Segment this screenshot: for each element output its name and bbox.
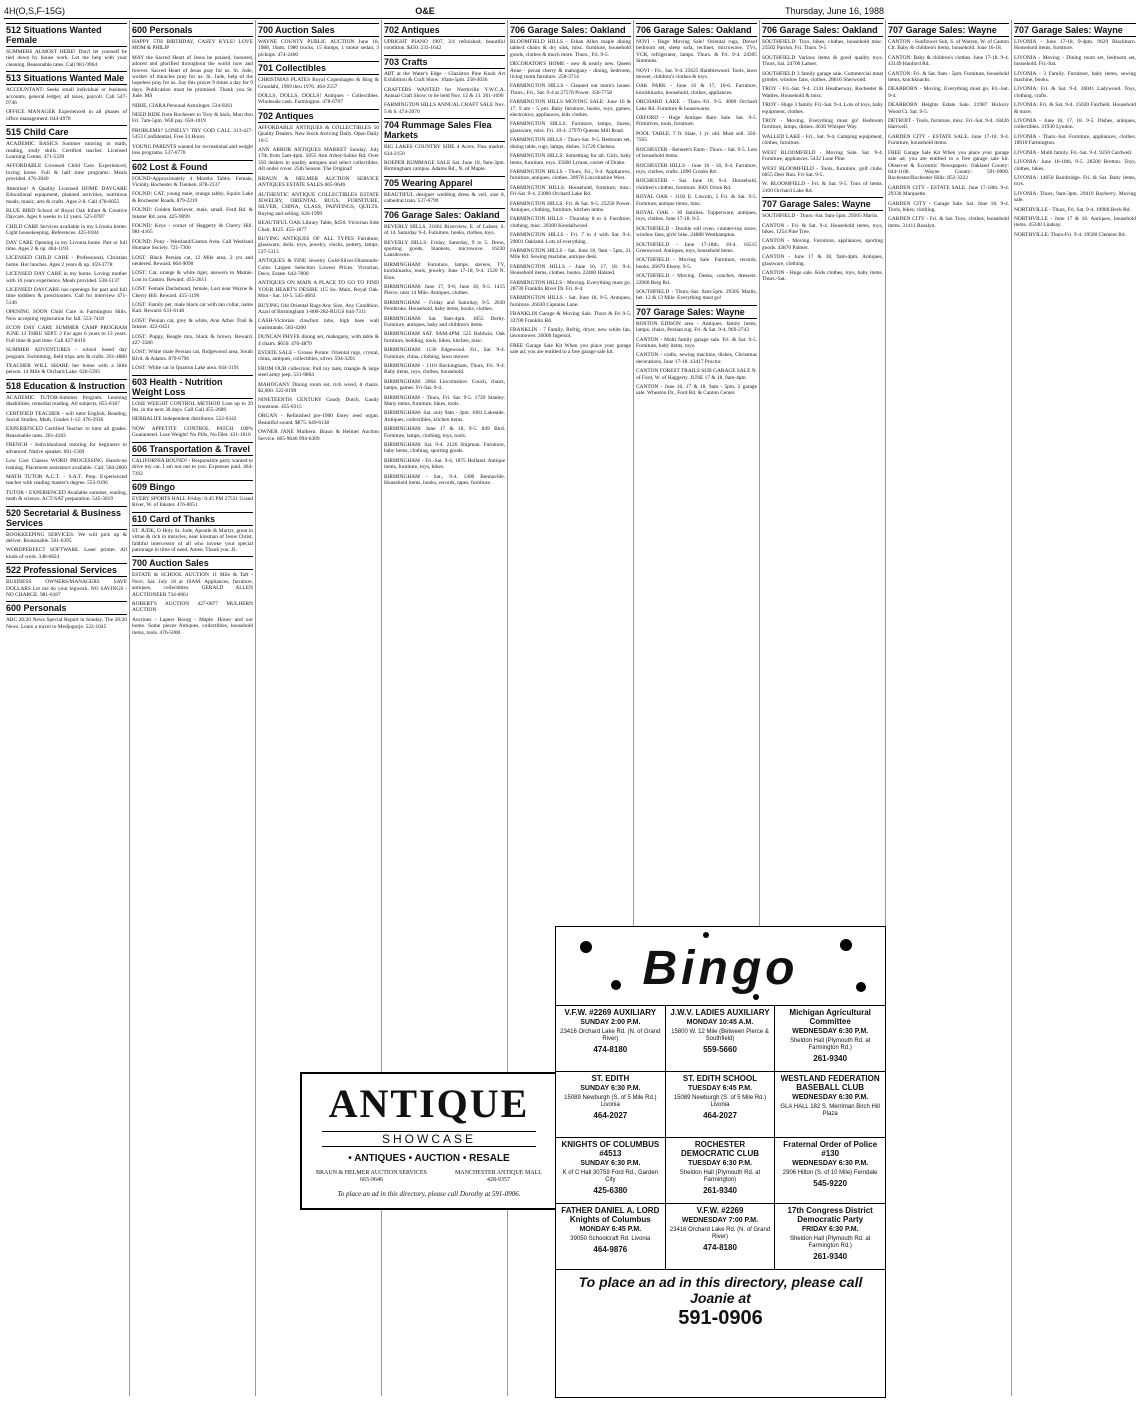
section-heading: 702 Antiques — [384, 23, 505, 37]
classified-ad: BIRMINGHAM - 1110 Buckingham, Thurs, Fri. 9-4. Baby items, toys, clothes, household. — [384, 363, 505, 376]
bingo-address: 23416 Orchard Lake Rd. (N. of Grand River) — [560, 1029, 661, 1042]
classified-ad: FARMINGTON HILLS: Household, furniture, misc. Fri-Sat. 9-4. 23000 Orchard Lake Rd. — [510, 184, 631, 198]
classified-ad: Auctions - Lapeer Bourg - Maple. Honey and our home. Some pieces Antiques, collectibles, household items, tools. 476-5000 — [132, 616, 253, 636]
classified-ad: NORTHVILLE - June 17 & 18. Antiques, household items. 45340 Lindsay. — [1014, 215, 1136, 229]
section-heading: 706 Garage Sales: Oakland — [762, 23, 883, 37]
classified-ad: LIVONIA - Multi family. Fri.-Sat. 9-4. 9250 Cardwell. — [1014, 149, 1133, 156]
bingo-host: V.F.W. #2269 — [696, 1206, 744, 1215]
classified-ad: BIRMINGHAM: June 17 & 18, 9-5. 849 Bird. Furniture, lamps, clothing, toys, tools. — [384, 426, 505, 439]
bingo-time: SUNDAY 6:30 P.M. — [580, 1160, 641, 1167]
bingo-phone: 261-9340 — [703, 1186, 737, 1195]
classified-ad: CANTON - Sunflower Sub, S. of Warren, W. of Canton Ctr. Baby & children's items, household. June 16-18. — [888, 39, 1009, 52]
classified-ad: CANTON - Fri. & Sat. 9-4. Household items, toys, bikes. 1254 Pine Tree. — [762, 222, 883, 235]
bingo-host: 17th Congress District Democratic Party — [787, 1206, 873, 1224]
classified-ad: BUYING ANTIQUES OF ALL TYPES Furniture, glassware, dolls, toys, jewelry, clocks, pottery, lamps. 537-5313 — [258, 235, 379, 255]
classified-ad: DOLLS, DOLLS, DOLLS! Antiques - Collectibles. Wholesale cash. Farmington. 478-6797 — [258, 93, 379, 106]
bingo-grid — [556, 1006, 885, 1270]
bingo-host: Michigan Agricultural Committee — [789, 1008, 871, 1026]
classified-ad: BIRMINGHAM: 2064 Lincolnshire. Couch, chairs, lamps, games. Fri-Sat. 9-4. — [384, 378, 505, 392]
section-heading: 707 Garage Sales: Wayne — [1014, 23, 1136, 37]
bingo-listing — [666, 1006, 776, 1072]
classified-ad: CHRISTMAS PLATES Royal Copenhagen & Bing & Grondahl, 1969 thru 1976. 464-2557 — [258, 77, 379, 90]
classified-ad: BLOOMFIELD HILLS - Ethan Allen maple dining table/4 chairs & dry sink, misc. furniture, household goods, clothes & much more. Thurs., Fri. 9-5. — [510, 39, 631, 58]
classified-ad: BIRMINGHAM: June 17, 9-6; June 18, 9-5. 1415 Pierce, near 14 Mile. Antiques, clothes. — [384, 283, 505, 297]
bingo-listing — [775, 1006, 885, 1072]
classified-ad: ANTIQUES ON MAIN A PLACE TO GO TO FIND YOUR HEART'S DESIRE 115 So. Main, Royal Oak. Mon - Sat. 10-5. 545-4663 — [258, 280, 379, 300]
bingo-listing — [556, 1006, 666, 1072]
bingo-time: FRIDAY 6:30 P.M. — [801, 1226, 859, 1233]
classified-ad: DEARBORN - Moving. Everything must go. Fri.-Sat. 9-4. — [888, 86, 1009, 99]
classified-ad: NORTHVILLE: Thurs-Fri. 9-4. 19500 Clement Rd. — [1014, 231, 1126, 238]
section-heading: 603 Health - Nutrition Weight Loss — [132, 375, 253, 399]
bingo-host: ST. EDITH — [591, 1074, 630, 1083]
classified-ad: LIVONIA - Thurs.-Sat. Furniture, appliances, clothes. 18910 Farmington. — [1014, 133, 1136, 147]
classified-ad: FRENCH - Individualized tutoring for beginners to advanced. Native speaker. 661-1569 — [6, 442, 127, 455]
classified-ad: LOSE WEIGHT CONTROL METHOD Lose up to 29 lbs. in the next 30 days. Call Gail 455-2606 — [132, 400, 253, 414]
classified-ad: ABC 20/20 News Special Report in Sunday, The 20/20 News. Learn a travel to Medjugorje. 522-1045 — [6, 617, 127, 630]
classified-ad: CANTON - Huge sale. Kids clothes, toys, baby items. Thurs.-Sat. — [762, 269, 883, 283]
section-heading: 600 Personals — [6, 601, 127, 615]
antique-footer: To place an ad in this directory, please call Dorothy at 591-0906. — [337, 1190, 521, 1198]
classified-ad: ROYAL OAK - 30 families. Tupperware, antiques, toys, clothes. June 17-18. 9-5. — [636, 209, 757, 223]
bingo-address: Sheldon Hall (Plymouth Rd. at Farmington Rd.) — [789, 1038, 871, 1051]
header-paper-name: O&E — [415, 6, 435, 16]
classified-ad: BIRMINGHAM - Thurs, Fri. Sat. 9-5. 1720 Stanley. Many items, furniture, bikes, tools. — [384, 394, 505, 408]
section-heading: 706 Garage Sales: Oakland — [384, 208, 505, 222]
bingo-host: Fraternal Order of Police #130 — [783, 1140, 878, 1158]
classified-ad: DAY CARE Opening in my Livonia home. Part or full time. Ages 2 & up. 464-1193 — [6, 239, 127, 252]
classified-ad: NORTHVILLE - Thurs, Fri, Sat. 9-4. 19980 Beck Rd. — [1014, 206, 1131, 213]
section-heading: 609 Bingo — [132, 480, 253, 494]
classified-ad: ESTATE SALE - Grosse Pointe: Oriental rugs, crystal, china, antiques, collectibles, silver. 594-3201 — [258, 350, 379, 363]
classified-ad: POOL TABLE: 7 ft. Slate, 1 yr. old. Must sell. 356-7565 — [636, 130, 757, 144]
classified-ad: FREE Garage Sale Kit When you place your garage sale ad, you are entitled to a free garage sale kit. — [510, 342, 631, 356]
classified-ad: TROY - Moving. Everything must go! Bedroom furniture, lamps, dishes. 4630 Whisper Way. — [762, 118, 883, 131]
bingo-address: 2906 Hilton (S. of 10 Mile) Ferndale — [782, 1170, 878, 1176]
classified-ad: BIG LAKES COUNTRY SIDE 4 Acres. Flea market. 634-2150 — [384, 144, 505, 157]
classified-ad: LIVONIA - 3 Family. Furniture, baby items, sewing machine, books. — [1014, 70, 1136, 84]
bingo-address: K of C Hall 30759 Ford Rd., Garden City — [562, 1170, 659, 1183]
section-heading: 706 Garage Sales: Oakland — [510, 23, 631, 37]
classified-ad: NOVI - Fri., Sat. 9-4. 25625 Ramblewood. Tools, lawn mower, children's clothes & toys. — [636, 67, 757, 81]
classified-ad: LIVONIA - June 17-18, 9-4pm. 9629 Blackburn. Household items, furniture. — [1014, 39, 1136, 52]
classified-ad: SOUTHFIELD - Moving Sale. Furniture, records, books. 26670 Ebony. 9-5. — [636, 257, 757, 270]
classified-ad: TUTOR - EXPERIENCED Available summer, reading, math & science. ACT/SAT preparation. 545-3619 — [6, 489, 127, 503]
classified-ad: FROM OUR collection: Pull toy tank, triangle & large steel army jeep. 531-9804 — [258, 365, 379, 379]
bingo-listing — [666, 1204, 776, 1270]
classified-ad: OAK PARK - June 16 & 17, 10-6. Furniture, knickknacks, household, clothes, appliances. — [636, 83, 757, 96]
classified-ad: ACCOUNTANT: Seeks small individual or business accounts, general ledger, all taxes, payroll. Call 547-0746 — [6, 87, 127, 107]
classified-ad: BUYING Old Oriental Rugs Any Size, Any Condition. Azari of Birmingham 1-800-282-RUGS 644-7311 — [258, 302, 379, 315]
column-8 — [886, 20, 1012, 1396]
bingo-listing — [775, 1072, 885, 1138]
classified-ad: UPRIGHT PIANO 1907, 3/4 refinished, beautiful condition. $450. 233-1642 — [384, 39, 505, 52]
classified-ad: LIVONIA: Fri. & Sat. 9-4. 36041 Ladywood. Toys, clothing, crafts. — [1014, 86, 1136, 99]
classified-ad: FARMINGTON HILLS - Thurs, Fri., 9-4. Appliances, furniture, antiques, clothes. 30978 Lincolnshire West. — [510, 168, 631, 182]
section-heading: 512 Situations Wanted Female — [6, 23, 127, 47]
classified-ad: FRANKLIN - 7 Family, Refrig, dryer, new white fan, lawnmower. 26000 Ingersol. — [510, 327, 631, 340]
classified-ad: TROY - Huge 3 family. Fri.-Sat. 9-4. Lots of toys, baby equipment, clothes. — [762, 102, 883, 115]
bingo-banner-word: Bingo — [642, 942, 799, 995]
bingo-phone: 474-8180 — [703, 1243, 737, 1252]
classified-ad: CANTON: Fri. & Sat. 9am - 5pm. Furniture, household items, knickknacks. — [888, 70, 1009, 84]
section-heading: 600 Personals — [132, 23, 253, 37]
classified-ad: CANTON - June 17 & 18, 9am-4pm. Antiques, glassware, clothing. — [762, 254, 883, 267]
classified-ad: BEAUTIFUL designer wedding dress & veil, size 8, cathedral train. 537-6799 — [384, 191, 505, 205]
classified-ad: SUMMER ADVENTURES - school based day program. Swimming, field trips, arts & crafts. 261-4880 — [6, 347, 127, 360]
classified-ad: DETROIT - Tools, furniture, misc. Fri.-Sat. 9-4. 18426 Hartwell. — [888, 118, 1009, 131]
classified-ad: SOUTHFIELD: Toys, bikes, clothes, household misc. 25502 Parrish. Fri. Thurs. 9-5 — [762, 39, 883, 52]
classified-ad: Low Cost Classes WORD PROCESSING Hands-on training. Placement assistance available. Call: 584-2800 — [6, 458, 127, 471]
bingo-phone: 425-6380 — [593, 1186, 628, 1195]
section-heading: 707 Garage Sales: Wayne — [762, 197, 883, 211]
classified-ad: LIVONIA: Thurs, 9am-3pm. 29410 Bayberry. Moving sale. — [1014, 190, 1136, 204]
bingo-time: SUNDAY 6:30 P.M. — [580, 1085, 641, 1092]
classified-ad: LIVONIA: June 16-18th, 9-5. 28500 Bretton. Toys, clothes, bikes. — [1014, 159, 1136, 172]
classified-ad: BIRMINGHAM- Sat. only 9am - 3pm. 1081 Lakeside. Antiques, collectibles, kitchen items. — [384, 410, 505, 423]
classified-ad: FOUND: CAT, young male, orange tabby, Squire Lake & Rochester Roads. 879-2219 — [132, 191, 253, 204]
dealer-phone: 428-9357 — [486, 1177, 510, 1183]
header-section-code: 4H(O,S,F-15G) — [4, 6, 66, 16]
classified-ad: LOST: Black Persian cat, 12 Mile area, 2 yrs and neutered. Reward. 664-9090 — [132, 254, 253, 267]
classified-ad: WAYNE COUNTY PUBLIC AUCTION June 18, 1988, 10am. 1980 trucks, 15 dumps, 1 motor sedan, 3 pickups. 474-2400 — [258, 39, 379, 58]
classified-ad: ROBERT'S AUCTION 427-0877 MULHERN AUCTION — [132, 600, 253, 614]
classified-ad: LIVONIA - Moving - Dining room set, bedroom set, household. Fri.-Sat. — [1014, 54, 1136, 68]
classified-ad: AFFORDABLE ANTIQUES & COLLECTIBLES 50 Quality Dealers. New Stock Arriving Daily. Open Daily 10-5 — [258, 124, 379, 144]
classified-ad: SOUTHFIELD - Thurs.-Sat. 9am-5pm. 29305 Marlis. — [762, 213, 879, 220]
classified-ad: ROEPER RUMMAGE SALE Sat. June 18, 9am-3pm. Birmingham campus. Adams Rd., N. of Maple. — [384, 160, 505, 173]
classified-ad: GARDEN CITY - Fri. & Sat. Toys, clothes, household items. 31411 Rosslyn. — [888, 216, 1009, 229]
section-heading: 705 Wearing Apparel — [384, 176, 505, 190]
classified-ad: BIRMINGHAM: Furniture, lamps, stereos, TV, knickknacks, tools, jewelry. June 17-18, 9-4. 1520 N. Eton. — [384, 261, 505, 281]
classified-ad: ST. JUDE, O Holy St. Jude, Apostle & Martyr, great in virtue & rich in miracles, near kinsman of Jesus Christ, faithful intercessor of all who invoke your special patronage in time of need. Amen. Thank you. JL — [132, 527, 253, 553]
bingo-footer — [556, 1270, 885, 1329]
classified-ad: CANTON FOREST TRAILS SUB GARAGE SALE N. of Ford, W. of Haggerty. JUNE 17 & 18, 9am-4pm — [636, 368, 757, 381]
classified-ad: LOST: White male Persian cat, Ridgewood area, South Blvd. & Adams. 879-6796 — [132, 349, 253, 362]
classified-ad: CANTON - Moving. Furniture, appliances, sporting goods. 43870 Palmer. — [762, 238, 883, 251]
classified-ad: BIRMINGHAM SAT. 9AM-4PM. 525 Baldwin. Oak furniture, bedding, tools, bikes, kitchen, misc. — [384, 331, 505, 344]
classified-ad: TROY - Fri.-Sat. 9-4. 2141 Heatherway, Rochester & Wattles. Household & misc. — [762, 86, 883, 99]
antique-subtitle: SHOWCASE — [322, 1131, 536, 1147]
classified-ad: EXPERIENCED Certified Teacher to tutor all grades. Reasonable rates. 261-4183 — [6, 426, 127, 439]
classified-ad: FARMINGTON HILLS - Sat. June 18, 9-5. Antiques, furniture. 26630 Captains Lane. — [510, 295, 631, 308]
classified-ad: FARMINGTON HILLS - Thursday 8 to 4. Furniture, clothing, misc. 29300 Kendallwood. — [510, 216, 631, 229]
classified-ad: CASH-Victorian clawfoot tubs, high base wall washstands. 583-4200 — [258, 318, 379, 331]
classified-ad: FOUND-Approximately 4 Months Tabby. Female, Vicinity Rochester & Tienken. 878-2337 — [132, 175, 253, 188]
classified-ad: FARMINGTON HILLS ANNUAL CRAFT SALE Nov. 5 & 6. 474-2070 — [384, 102, 505, 115]
bingo-phone: 261-9340 — [813, 1252, 848, 1261]
classified-ad: ESTATE & SCHOOL AUCTION 11 Mile & Taft - Novi. Sat. July 18 at 10AM. Appliances, furniture, antiques, collectibles. GERALD ALLEN AUCTIONEER 734-0061 — [132, 572, 253, 598]
classified-ad: CRAFTERS WANTED for Northville Y.W.C.A. Annual Craft Show, to be held Nov. 12 & 13. 261-1690 — [384, 86, 505, 100]
classified-ad: PROBLEMS? LONELY? TRY GOD CALL 313-427-5453 Confidential, Free 24 Hours — [132, 127, 253, 141]
bingo-address: 15089 Newburgh (S. of 5 Mile Rd.) Livonia — [564, 1095, 657, 1108]
bingo-listing — [556, 1138, 666, 1204]
classified-ad: FARMINGTON HILLS: Fri. & Sat. 9-5. 25256 Power. Antiques, clothing, furniture, kitchen items. — [510, 200, 631, 213]
classified-ad: MAHOGANY Dining room set, rich wood, 6 chairs. $2,000. 522-8198 — [258, 381, 379, 395]
classified-ad: BIRMINGHAM - Friday and Saturday, 9-5. 2030 Pembroke. Household, baby items, books, clothes. — [384, 299, 505, 313]
classified-ad: SOUTHFIELD 3 family garage sale. Commercial meat grinder, window fans, clothes. 28616 Sherwood. — [762, 70, 883, 84]
classified-ad: FOUND: Pony - Westland/Canton Area. Call Westland Humane Society. 721-7300 — [132, 238, 253, 252]
bingo-time: TUESDAY 6:30 P.M. — [687, 1160, 753, 1167]
classified-ad: ROCHESTER HILLS - June 16 - 18, 9-4. Furniture, toys, clothes, crafts. 1890 Crooks Rd. — [636, 162, 757, 175]
antique-title: ANTIQUE — [328, 1081, 530, 1126]
classified-ad: FARMINGTON HILLS - Cleaned out mom's house. Thurs., Fri., Sat. 9-4 at 27578 Power. 356-7758 — [510, 83, 631, 96]
section-heading: 707 Garage Sales: Wayne — [636, 305, 757, 319]
bingo-phone: 559-5660 — [703, 1045, 737, 1054]
classified-ad: ART at the Water's Edge - Glaziston Pine Knob Art Exhibition & Craft Show. 10am-5pm. 258-4036 — [384, 70, 505, 84]
bingo-address: 39050 Schoolcraft Rd. Livonia — [570, 1236, 651, 1242]
classified-ad: LOST: Female Dachshund, female, Lost near Wayne & Cherry Hill. Reward. 455-1190 — [132, 286, 253, 299]
classified-ad: LIVONIA: Fri. & Sat. 9-4. 15020 Fairfield. Household & more. — [1014, 102, 1136, 115]
bingo-listing — [556, 1072, 666, 1138]
bingo-address: Sheldon Hall (Plymouth Rd. at Farmington) — [679, 1170, 761, 1183]
column-1 — [4, 20, 130, 1396]
section-heading: 520 Secretarial & Business Services — [6, 506, 127, 530]
classified-ad: SOUTHFIELD - Double roll oven, counter-top stove, window fans, girls' bike. 24880 Westhampton. — [636, 225, 757, 239]
classified-ad: DEARBORN Heights Estate Sale. 21987 Hickory Wood Ct. Sat. 9-5. — [888, 102, 1009, 115]
classified-ad: SOUTHFIELD - June 17-18th, 10-4. 16515 Greenwood. Antiques, toys, household items. — [636, 241, 757, 254]
classified-ad: NINETEENTH CENTURY Gaudy Dutch, Gaudy Ironstone. 455-0315 — [258, 397, 379, 410]
classified-ad: FOUND: Keys - corner of Haggerty & Cherry Hill. 981-4165 — [132, 222, 253, 236]
classified-ad: SOUTHFIELD Various items & good quality toys. Thurs, Sat. 24700 Lahser. — [762, 54, 883, 68]
classified-ad: FARMINGTON HILLS - Fri. 7 to 4 with Sat. 9-4. 29001 Oakland. Lots of everything. — [510, 232, 631, 245]
bingo-time: WEDNESDAY 6:30 P.M. — [792, 1094, 869, 1101]
classified-ad: DECORATOR'S HOME - new & nearly new. Queen Anne - pecan cherry & mahogany - dining, bedroom, living room furniture. 258-3714 — [510, 61, 631, 81]
bingo-host: FATHER DANIEL A. LORD Knights of Columbus — [561, 1206, 660, 1224]
classified-ad: FARMINGTON HILLS: Something for all. Girls, baby items, furniture, toys. 35600 Lyman, corner of Drake. — [510, 153, 631, 166]
section-heading: 703 Crafts — [384, 55, 505, 69]
classified-ad: LOST: Puppy, Beagle mix, black & brown. Reward. 427-3586 — [132, 333, 253, 347]
bingo-time: MONDAY 10:45 A.M. — [686, 1019, 754, 1026]
classified-ad: CANTON - June 16, 17 & 18, 9am - 5pm, 2 garage sale. Wheaton Dr., Ford Rd. & Canton Center. — [636, 384, 757, 397]
section-heading: 606 Transportation & Travel — [132, 442, 253, 456]
classified-ad: BEAUTIFUL OAK Library Table, $450. Victorian Side Chair, $125. 455-1877 — [258, 220, 379, 233]
section-heading: 700 Auction Sales — [258, 23, 379, 37]
classified-ad: LOST: Persian cat, grey & white, Ann Arbor Trail & Inkster. 422-0451 — [132, 317, 253, 331]
classified-ad: ORGAN - Refinished pre-1900 Estey reed organ. Beautiful sound. $875. 649-6138 — [258, 413, 379, 426]
bingo-address: 15089 Newburgh (S. of 5 Mile Rd.) Livonia — [673, 1095, 767, 1108]
classified-ad: ANN ARBOR ANTIQUES MARKET Sunday, July 17th from 5am-4pm. 5055 Ann Arbor-Saline Rd. Over 350 dealers in quality antiques and select collectibles. All under cover. 25th Season. The Original! — [258, 147, 379, 173]
classified-ad: FARMINGTON HILLS: Furniture, lamps, linens, glassware, misc. Fri. 10-4. 27970 Queens Mill Road. — [510, 121, 631, 134]
classified-ad: WORDPERFECT SOFTWARE. Laser printer. All kinds of work. 348-6824 — [6, 547, 127, 560]
bingo-listing — [775, 1204, 885, 1270]
classified-ad: CERTIFIED TEACHER - will tutor English, Reading, Social Studies, Math. Grades 1-12. 476-2936 — [6, 410, 127, 424]
classified-ad: GARDEN CITY - ESTATE SALE. June 17-18. 9-4. Furniture, household items. — [888, 133, 1009, 147]
classified-ad: OFFICE MANAGER Experienced in all phases of office management. 644-4978 — [6, 109, 127, 122]
bingo-host: J.W.V. LADIES AUXILIARY — [670, 1008, 770, 1017]
antique-dealer-right — [455, 1170, 542, 1184]
bingo-footer-phone: 591-0906 — [678, 1307, 763, 1329]
classified-ad: ROCHESTER - Bennett's Farm - Thurs. - Sat. 9-5. Lots of household items. — [636, 146, 757, 160]
bingo-address: 15800 W. 12 Mile (Between Pierce & Southfield) — [671, 1029, 769, 1042]
classified-ad: HERBALIFE Independent distributor. 522-6342 — [132, 416, 237, 423]
classified-ad: AUTHENTIC ANTIQUE COLLECTIBLES ESTATE JEWELRY, ORIENTAL RUGS, FURNITURE, SILVER, CHINA, GLASS, PAINTINGS, QUILTS. Buying and selling. 626-1999 — [258, 191, 379, 217]
classified-ad: ACADEMIC BASICS Summer tutoring in math, reading, study skills. Certified teacher. Licensed Learning Center. 471-5339 — [6, 141, 127, 161]
bingo-address: Sheldon Hall (Plymouth Rd. at Farmington Rd.) — [789, 1236, 871, 1249]
section-heading: 700 Auction Sales — [132, 556, 253, 570]
classified-ad: CHILD CARE Services available in my Livonia home. Light housekeeping. References. 425-0184 — [6, 223, 127, 237]
classified-ad: ACADEMIC TUTOR-Summer Program. Learning disabilities, remedial reading. All subjects. 855-8187 — [6, 394, 127, 408]
bingo-phone: 464-2027 — [703, 1111, 737, 1120]
classified-ad: FOUND: Golden Retriever, male, small. Ford Rd. & Inkster Rd. area. 425-9099 — [132, 207, 253, 220]
bingo-host: WESTLAND FEDERATION BASEBALL CLUB — [780, 1074, 880, 1092]
classified-ad: AFFORDABLE Licensed Child Care. Experienced, loving home. Full & half time programs. Meals provided. 476-2840 — [6, 163, 127, 183]
classified-ad: DUNCAN PHYFE dining set, mahogany, with table & 4 chairs. $650. 476-4879 — [258, 334, 379, 347]
bingo-address: 23416 Orchard Lake Rd. (N. of Grand River) — [669, 1227, 771, 1240]
bingo-listing — [556, 1204, 666, 1270]
classified-ad: BIRMINGHAM - Fri.-Sat. 9-4, 1875 Holland. Antique items, furniture, toys, bikes. — [384, 457, 505, 471]
classified-ad: FARMINGTON HILLS - Sat. June 18, 9am - 5pm, 21 Mile Rd. Sewing machine, antique desk. — [510, 247, 631, 261]
classified-ad: LOST: Family pet, male black cat with tan collar, name Kali. Reward. 631-6148 — [132, 302, 253, 315]
bingo-listing — [775, 1138, 885, 1204]
classified-ad: LOST: White cat in Quarton Lake area. 644-3191 — [132, 365, 240, 372]
bingo-time: WEDNESDAY 6:30 P.M. — [792, 1028, 869, 1035]
bingo-host: ROCHESTER DEMOCRATIC CLUB — [680, 1140, 760, 1158]
classified-ad: OWNER JANE Mulhern. Braun & Helmer Auction Service. 665-9646 994-6309 — [258, 429, 379, 442]
bingo-phone: 464-2027 — [593, 1111, 628, 1120]
bingo-time: TUESDAY 6:45 P.M. — [687, 1085, 753, 1092]
dealer-name: MANCHESTER ANTIQUE MALL — [454, 1170, 542, 1176]
classified-ad: MATH TUTOR A.C.T. - S.A.T. Prep. Experienced teacher with reading master's degree. 553-9196 — [6, 473, 127, 487]
classified-ad: SUMMERS ALMOST HERE! Don't let yourself be tied down by house work. Let me help with your cleaning. Reasonable rates. Call 981-9964 — [6, 49, 127, 68]
antique-tagline: • ANTIQUES • AUCTION • RESALE — [348, 1153, 510, 1164]
section-heading: 518 Education & Instruction — [6, 380, 126, 391]
classified-ad: BLUE BIRD School of Royal Oak Infant & Creative Daycare. Ages 6 weeks to 12 years. 525-0787 — [6, 207, 127, 221]
classified-ad: NOVI - Huge Moving Sale! Oriental rugs, Drexel bedroom set, sleep sofa, recliner, microwave, TVs, VCR, refrigerator, lamps. Thurs. & Fri. 9-4. 24305 Simmons. — [636, 39, 757, 65]
classified-ad: ANTIQUES & FINE Jewelry Gold-Silver-Diamonds-Coins Largest Selection Lowest Prices. Victorian, Deco, Estate. 642-7800 — [258, 258, 379, 277]
classified-ad: SOUTHFIELD - Moving. Desks, couches, dressers. 22960 Berg Rd. — [636, 273, 757, 286]
classified-ad: MAY the Sacred Heart of Jesus be praised, honored, adored and glorified throughout the world now and forever. Sacred Heart of Jesus pray for us. St. Jude, worker of miracles pray for us. St. Jude, help of the hopeless pray for us. Say this prayer 9 times a day for 9 days. Publication must be promised. Thank you St. Jude. MS — [132, 54, 253, 100]
classified-ad: LOST: Cat, orange & white tiger, answers to Mamie. Lost in Canton. Reward. 455-2611 — [132, 270, 253, 283]
section-heading: 602 Lost & Found — [132, 160, 253, 174]
antique-showcase-ad — [300, 1072, 558, 1210]
classified-ad: WALLED LAKE - Fri., Sat. 9-4. Camping equipment, clothes, furniture. — [762, 133, 883, 147]
classified-ad: ROYAL OAK - 1102 E. Lincoln, 5 Fri. & Sat. 9-5. Furniture, antique items, misc. — [636, 194, 757, 207]
bingo-phone: 545-9220 — [813, 1179, 848, 1188]
classified-ad: GARDEN CITY - Garage Sale. Sat. June 18. 9-4. Tools, bikes, clothing. — [888, 200, 1009, 213]
bingo-host: ST. EDITH SCHOOL — [682, 1074, 758, 1083]
classified-ad: BIRMINGHAM - Sat., 9-4. 1300 Bennaville. Household items, books, records, tapes, furniture. — [384, 473, 505, 487]
classified-ad: GARDEN CITY - ESTATE SALE. June 17-18th. 9-4. 29330 Marquette. — [888, 184, 1009, 198]
antique-dealers — [302, 1170, 556, 1184]
classified-ad: BRAUN & HELMER AUCTION SERVICE ANTIQUES ESTATE SALES 665-9646 — [258, 175, 379, 189]
bingo-time: SUNDAY 2:00 P.M. — [580, 1019, 641, 1026]
bingo-host: V.F.W. #2269 AUXILIARY — [564, 1008, 657, 1017]
header-date: Thursday, June 16, 1988 — [785, 6, 884, 16]
classified-ad: OXFORD - Huge Antique Barn Sale. Sat. 9-5. Primitives, tools, furniture. — [636, 115, 757, 128]
classified-ad: FARMINGTON HILLS - Moving. Everything must go. 28730 Franklin River Dr. Fri. 8-4. — [510, 279, 631, 292]
classified-ad: TEACHER WILL SHARE her home with a little person. 14 Mile & Orchard Lake. 626-5395 — [6, 363, 127, 376]
bingo-phone: 474-8180 — [593, 1045, 628, 1054]
section-heading: 704 Rummage Sales Flea Markets — [384, 118, 505, 142]
classified-ad: LIVONIA - June 16, 17, 18. 9-5. Dishes, antiques, collectibles. 31930 Lyndon. — [1014, 118, 1136, 131]
bingo-address: GLA HALL 182 S. Merriman Birch Hill Plaza — [780, 1104, 880, 1117]
classified-ad: LICENSED CHILD CARE - Professional, Christian home. Hot lunches. Ages 2 years & up. 459-3778 — [6, 255, 127, 268]
antique-dealer-left — [316, 1170, 427, 1184]
bingo-phone: 464-9876 — [593, 1245, 628, 1254]
bingo-footer-text: To place an ad in this directory, please call Joanie at — [578, 1274, 863, 1306]
bingo-listing — [666, 1138, 776, 1204]
classified-ad: NEED RIDE from Rochester to Troy & back, Mon thru Fri. 7am-5pm. Will pay. 650-1019 — [132, 112, 253, 125]
classified-ad: HAPPY 5TH BIRTHDAY, CASEY KYLE! LOVE MOM & PHILIP — [132, 39, 253, 52]
section-heading: 707 Garage Sales: Wayne — [888, 23, 1009, 37]
classified-ad: OPENING SOON Child Care in Farmington Hills. Now accepting registration for fall. 553-7418 — [6, 309, 127, 322]
classified-ad: CALIFORNIA BOUND? - Responsible party wanted to drive my car. I am not out to you. Expenses paid. 464-7392 — [132, 457, 253, 477]
bingo-host: KNIGHTS OF COLUMBUS #4513 — [561, 1140, 660, 1158]
dealer-name: BRAUN & HELMER AUCTION SERVICES — [316, 1170, 427, 1176]
classified-ad: ORCHARD LAKE - Thurs.-Fri. 9-5. 4000 Orchard Lake Rd. Furniture & housewares. — [636, 99, 757, 112]
classified-ad: FARMINGTON HILLS - June 16, 17, 18. 9-4. Household items, clothes, books. 22460 Halsted. — [510, 263, 631, 277]
classified-ad: LIVONIA: 14650 Bainbridge. Fri. & Sat. Baby items, toys. — [1014, 174, 1136, 188]
classified-ad: LICENSED DAY CARE in my home. Loving mother with 10 years experience. Meals provided. 538-5137 — [6, 271, 127, 284]
classified-ad: FREE Garage Sale Kit When you place your garage sale ad, you are entitled to a free garage sale kit. Observer & Eccentric Newspapers. Oakland County: 644-1100. Wayne County: 591-0900. Rochester/Rochester Hills: 852-3222 — [888, 149, 1009, 182]
classified-ad: NIRIE, CIARA Personal Astrologer. 534-9261 — [132, 102, 233, 109]
section-heading: 522 Professional Services — [6, 563, 127, 577]
bingo-time: WEDNESDAY 7:00 P.M. — [681, 1217, 759, 1224]
classified-ad: LICENSED DAYCARE has openings for part and full time toddlers & preschoolers. Call for interview 471-5146 — [6, 286, 127, 306]
classified-ad: BIRMINGHAM: 1136 Edgewood. Fri., Sat. 9-4. Furniture, china, clothing, lawn mower. — [384, 347, 505, 360]
classified-ad: CANTON: Baby & children's clothes. June 17-18. 9-4. 43149 Hanford Rd. — [888, 54, 1009, 68]
bingo-time: WEDNESDAY 6:30 P.M. — [792, 1160, 869, 1167]
classified-ad: ECON DAY CARE SUMMER CAMP PROGRAM JUNE 13 THRU SEPT. 2 For ages 6 years to 13 years. Full time & part time. Call 427-8410 — [6, 325, 127, 344]
section-heading: 702 Antiques — [258, 109, 379, 123]
bingo-directory — [555, 926, 886, 1398]
classified-ad: NOW APPETITE CONTROL PATCH 100% Guaranteed. Lose Weight! No Pills, No Diet. 431-1816 — [132, 425, 253, 439]
classified-ad: WEST BLOOMFIELD - Tools, furniture, golf clubs. 6855 Deer Run. Fri-Sat. 9-5. — [762, 165, 883, 178]
section-heading: 701 Collectibles — [258, 61, 379, 75]
classified-ad: CANTON - Multi family garage sale. Fri. & Sat. 9-5. Furniture, baby items, toys. — [636, 336, 757, 350]
section-heading: 706 Garage Sales: Oakland — [636, 23, 757, 37]
section-heading: 610 Card of Thanks — [132, 512, 253, 526]
page-header — [4, 4, 884, 19]
bingo-listing — [666, 1072, 776, 1138]
classified-ad: BOOKKEEPING SERVICES: We will pick up & deliver. Reasonable. 561-6395 — [6, 531, 127, 544]
bingo-banner — [556, 927, 885, 1006]
bingo-phone: 261-9340 — [813, 1054, 848, 1063]
classified-ad: FRANKLIN Garage & Moving Sale. Thurs & Fri 9-5. 32700 Franklin Rd. — [510, 311, 631, 324]
classified-ad: BUSINESS OWNERS/MANAGERS SAVE DOLLARS Let me do your legwork. NO SAVINGS - NO CHARGE. 981-6187 — [6, 579, 127, 598]
classified-ad: BIRMINGHAM: Sat. 9am-4pm. 1855 Derby. Furniture, antiques, baby and children's items. — [384, 315, 505, 328]
classified-ad: BEVERLY HILLS: Friday, Saturday, 9 to 5. Dress, sporting goods, blankets, microwave. 16230 Lansdowne. — [384, 239, 505, 259]
classified-ad: SOUTHFIELD - Thurs.-Sat. 9am-5pm. 29305 Marlis, bet. 12 & 13 Mile. Everything must go! — [636, 289, 757, 302]
classified-ad: Attention! A Quality Licensed HOME DAYCARE Educational equipment, planned activities, nutritious meals, music, arts & crafts. Ages 2-8. Call 478-6055 — [6, 185, 127, 205]
classified-ad: BEVERLY HILLS, 31661 Riverview, E. of Lahser, S. of 14. Saturday 9-4. Furniture, books, clothes, toys. — [384, 223, 505, 237]
classified-ad: BIRMINGHAM: Sat. 9-4. 2126 Shipman. Furniture, baby items, clothing, sporting goods. — [384, 442, 505, 455]
classified-ad: W. BLOOMFIELD - Fri. & Sat. 9-5. Tons of items. 3100 Orchard Lake Rd. — [762, 181, 883, 194]
classified-ad: BOSTON EDISON area - Antiques, family items, lamps, chairs, Persian rug. Fri. & Sat. 9-4. 969-2743 — [636, 320, 757, 334]
classified-ad: CANTON - crafts, sewing machine, dishes, Christmas decorations, June 17-18. 43417 Proctor. — [636, 352, 757, 365]
dealer-phone: 665-9646 — [359, 1177, 383, 1183]
classified-ad: ROCHESTER - Sat. June 18, 9-4. Household, children's clothes, furniture. 3001 Orion Rd. — [636, 178, 757, 191]
classified-ad: FARMINGTON HILLS - Thurs-Sat. 9-5. Bedroom set, dining table, rugs, lamps, dishes. 31720 Chelsea. — [510, 137, 631, 150]
classified-ad: WEST BLOOMFIELD - Moving Sale. Sat. 9-4. Furniture, appliances. 5432 Lone Pine. — [762, 149, 883, 163]
classified-ad: EVERY SPORTS HALL Friday: 6:45 PM 27531 Grand River, W. of Inkster. 476-8051 — [132, 495, 253, 509]
classified-ad: FARMINGTON HILLS MOVING SALE: June 16 & 17. 9 am - 5 pm. Baby furniture, books, toys, games, electronics, appliances, kids clothes. — [510, 99, 631, 119]
column-9 — [1012, 20, 1138, 1396]
classified-ad: YOUNG PARENTS wanted for recreational and weight loss programs. 537-6770 — [132, 143, 253, 157]
section-heading: 515 Child Care — [6, 125, 127, 139]
column-2 — [130, 20, 256, 1396]
bingo-time: MONDAY 6:45 P.M. — [579, 1226, 642, 1233]
section-heading: 513 Situations Wanted Male — [6, 71, 127, 85]
